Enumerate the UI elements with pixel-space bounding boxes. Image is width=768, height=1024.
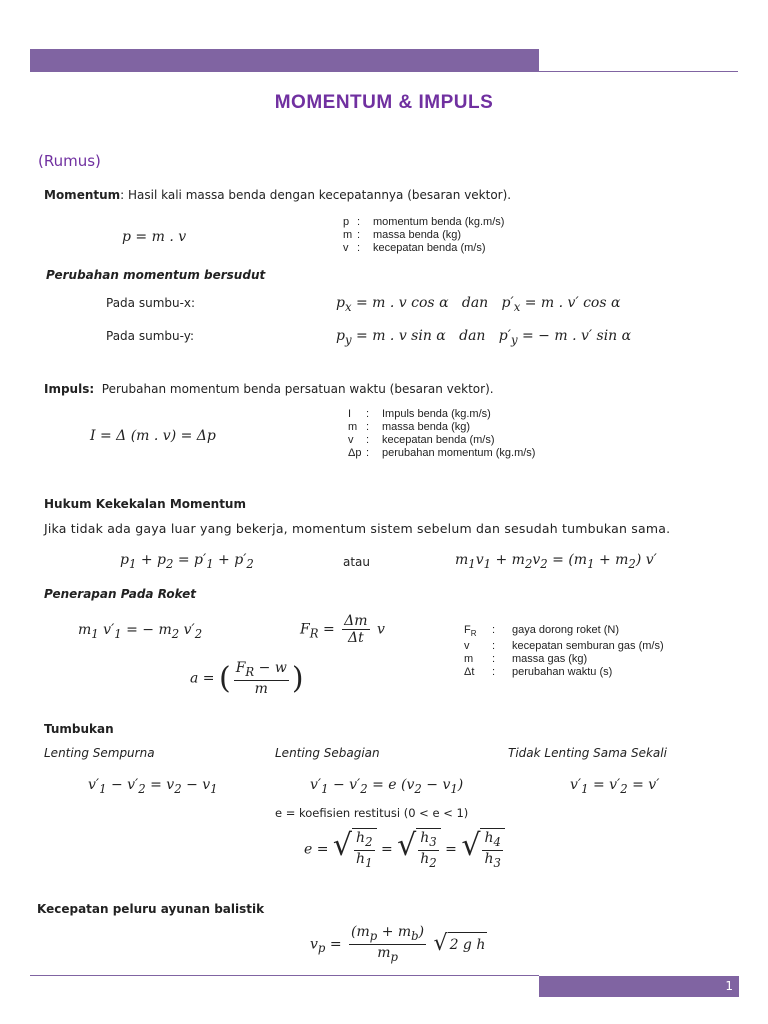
- page-number: 1: [725, 979, 733, 993]
- hukum-atau: atau: [343, 555, 371, 569]
- sumbu-x-formula: $p_x = m$ . v cos α dan $p'_x = m$ . v′ cos α: [336, 295, 621, 314]
- roket-formula-1: $m_1$ $v'_1$ = − $m_2$ $v'_2$: [78, 622, 203, 641]
- header-rule: [539, 71, 738, 72]
- balistik-formula: $v_p$ = $\frac{(m_p + m_b)}{m_p}$ √ 2 g h: [310, 924, 486, 964]
- perubahan-heading: Perubahan momentum bersudut: [46, 268, 266, 282]
- hukum-formula-2: $m_1v_1 + m_2v_2 = (m_1 + m_2)$ v′: [455, 552, 657, 571]
- restitusi-formula: e = √ $\frac{h_2}{h_1}$ = √ $\frac{h_3}{h_2}$ = √ $\frac{h_4}{h_3}$: [304, 828, 505, 871]
- balistik-heading: Kecepatan peluru ayunan balistik: [37, 902, 265, 916]
- sumbu-y-label: Pada sumbu-y:: [106, 329, 194, 343]
- impuls-label: Impuls:: [44, 382, 95, 396]
- momentum-legend: [343, 216, 504, 255]
- legend-row: $F_R$ : gaya dorong roket (N): [464, 624, 619, 639]
- impuls-legend: [348, 408, 535, 460]
- hukum-desc: Jika tidak ada gaya luar yang bekerja, momentum sistem sebelum dan sesudah tumbukan sama.: [44, 521, 671, 536]
- momentum-label: Momentum: [44, 188, 121, 202]
- impuls-definition: [44, 382, 494, 396]
- legend-row: p : momentum benda (kg.m/s): [343, 216, 505, 228]
- tumbukan-heading: Tumbukan: [44, 722, 114, 736]
- legend-row: v : kecepatan benda (m/s): [343, 242, 486, 254]
- sumbu-y-formula: $p_y = m$ . v sin α dan $p'_y$ = − m . v′ sin α: [336, 328, 632, 347]
- legend-row: Δp : perubahan momentum (kg.m/s): [348, 447, 536, 459]
- tumbukan-type-2: Lenting Sebagian: [275, 746, 380, 760]
- hukum-formula-1: $p_1 + p_2 = p'_1 + p'_2$: [120, 552, 254, 571]
- header-bar: [30, 49, 539, 72]
- legend-row: Δt : perubahan waktu (s): [464, 666, 613, 679]
- page-title: MOMENTUM & IMPULS: [274, 92, 494, 113]
- momentum-desc: : Hasil kali massa benda dengan kecepatannya (besaran vektor).: [120, 188, 512, 202]
- tumbukan-type-1: Lenting Sempurna: [44, 746, 155, 760]
- legend-row: m : massa gas (kg): [464, 653, 588, 666]
- momentum-formula: p = m . v: [122, 229, 187, 245]
- legend-row: m : massa benda (kg): [348, 421, 471, 433]
- roket-formula-2: $F_R$ = $\frac{\Delta m}{\Delta t}$ v: [300, 613, 385, 646]
- lenting-sempurna-formula: $v'_1 - v'_2 = v_2 - v_1$: [88, 777, 218, 796]
- legend-row: m : massa benda (kg): [343, 229, 462, 241]
- roket-formula-3: a = ( $\frac{F_R - w}{m}$ ): [190, 660, 304, 697]
- lenting-sebagian-formula: $v'_1 - v'_2 = e$ $(v_2 - v_1)$: [310, 777, 464, 796]
- legend-row: I : Impuls benda (kg.m/s): [348, 408, 491, 420]
- momentum-definition: [44, 188, 511, 202]
- hukum-heading: Hukum Kekekalan Momentum: [44, 497, 246, 511]
- sumbu-x-label: Pada sumbu-x:: [106, 296, 196, 310]
- tidak-lenting-formula: $v'_1 = v'_2 = v'$: [570, 777, 660, 796]
- impuls-formula: I = Δ (m . v) = Δp: [90, 428, 216, 444]
- legend-row: v : kecepatan benda (m/s): [348, 434, 495, 446]
- roket-legend: [464, 624, 664, 679]
- page-subtitle: (Rumus): [38, 152, 101, 170]
- footer-rule: [30, 975, 539, 976]
- restitusi-note: e = koefisien restitusi (0 < e < 1): [275, 806, 469, 820]
- impuls-desc: Perubahan momentum benda persatuan waktu (besaran vektor).: [101, 382, 494, 396]
- roket-heading: Penerapan Pada Roket: [44, 587, 197, 601]
- legend-row: v : kecepatan semburan gas (m/s): [464, 640, 664, 653]
- tumbukan-type-3: Tidak Lenting Sama Sekali: [508, 746, 667, 760]
